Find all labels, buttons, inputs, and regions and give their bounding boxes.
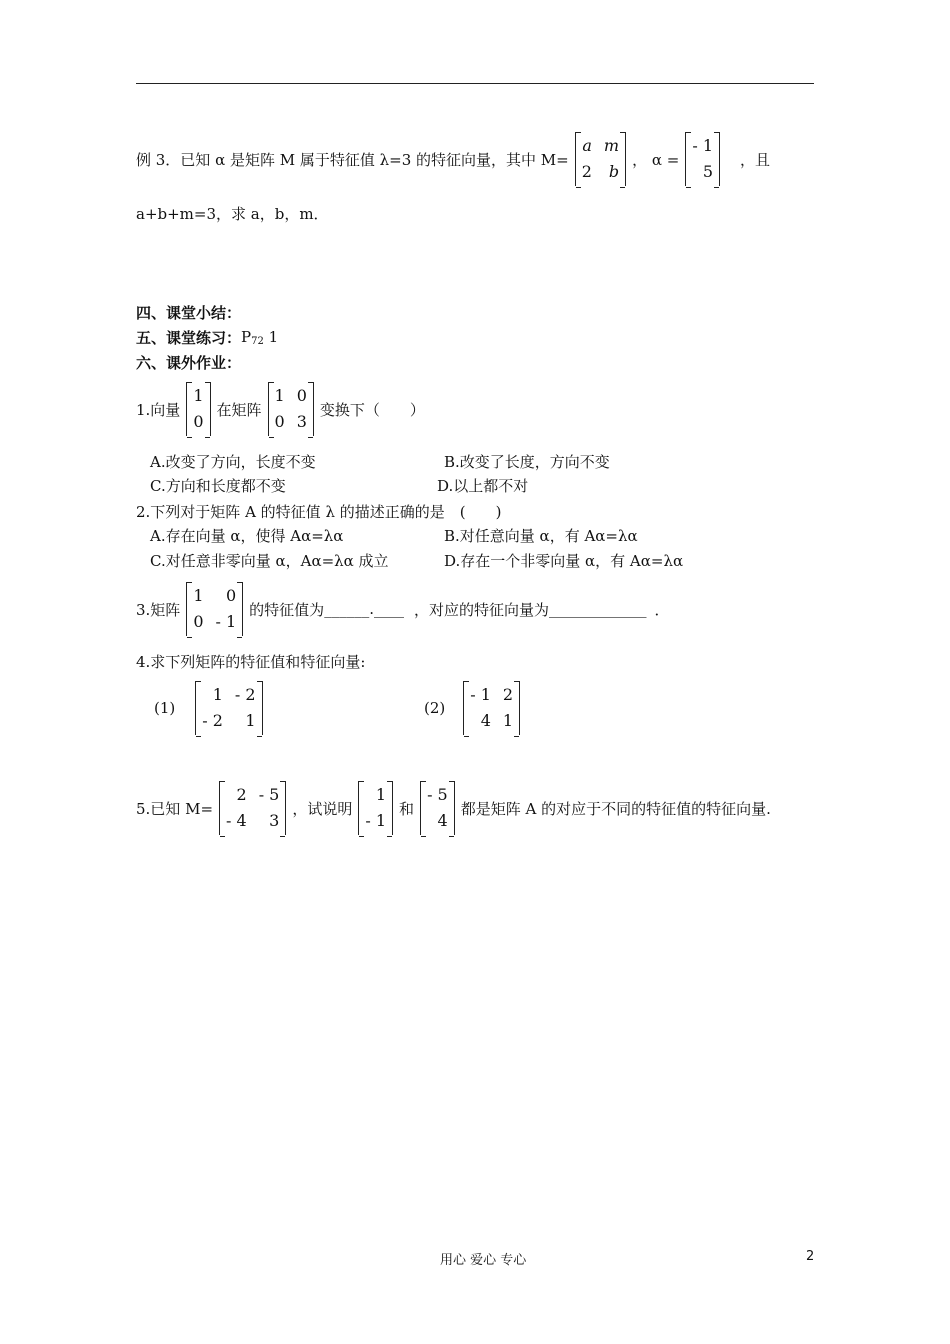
q4-matrix2 xyxy=(463,681,520,735)
q5-vector1 xyxy=(358,781,393,835)
q3-mid: 的特征值为 xyxy=(249,600,325,619)
q2-option-b: B.对任意向量 α，有 Aα=λα xyxy=(444,527,638,545)
q1-option-c: C.方向和长度都不变 xyxy=(150,477,286,495)
q2-option-d: D.存在一个非零向量 α，有 Aα=λα xyxy=(444,552,684,570)
q4-part1 xyxy=(154,681,269,735)
ref-subscript: 72 xyxy=(251,336,264,347)
vector-cell: 0 xyxy=(193,412,204,431)
matrix-cell: 4 xyxy=(480,711,491,730)
vector-cell: 1 xyxy=(193,386,204,405)
q3-line xyxy=(136,582,670,636)
q1-prefix: 1.向量 xyxy=(136,400,181,419)
q1-option-a: A.改变了方向，长度不变 xyxy=(150,453,316,471)
q5-line xyxy=(136,781,771,835)
matrix-cell: 1 xyxy=(245,711,256,730)
example3-suffix: ，且 xyxy=(740,150,771,169)
section6-heading: 六、课外作业： xyxy=(136,354,242,372)
q5-suffix: 都是矩阵 A 的对应于不同的特征值的特征向量. xyxy=(460,799,771,818)
section5-line xyxy=(136,327,278,348)
page-number: 2 xyxy=(806,1249,815,1264)
matrix-cell: - 1 xyxy=(470,685,491,704)
vector-cell: 5 xyxy=(702,162,713,181)
q2-option-a: A.存在向量 α，使得 Aα=λα xyxy=(150,527,344,545)
vector-cell: - 1 xyxy=(365,811,387,830)
matrix-cell: 2 xyxy=(236,785,247,804)
q4-label2: (2) xyxy=(424,699,446,717)
q3-prefix: 3.矩阵 xyxy=(136,600,181,619)
q5-mid: ，试说明 xyxy=(292,799,353,818)
example3-line2: a+b+m=3，求 a，b，m． xyxy=(136,205,329,223)
footer-text: 用心 爱心 专心 xyxy=(440,1253,527,1268)
matrix-cell: 0 xyxy=(225,586,237,605)
matrix-cell: 0 xyxy=(296,386,307,405)
q3-suffix: ． xyxy=(654,600,670,619)
matrix-cell: 0 xyxy=(193,612,204,631)
q3-matrix xyxy=(186,582,243,636)
matrix-cell: 2 xyxy=(581,162,592,181)
q1-suffix: 变换下（ ） xyxy=(319,400,425,419)
q1-option-d: D.以上都不对 xyxy=(437,477,529,495)
matrix-cell: - 4 xyxy=(226,811,247,830)
vector-cell: - 5 xyxy=(427,785,448,804)
matrix-M xyxy=(575,132,626,186)
section5-ref xyxy=(241,328,278,347)
section4-heading: 四、课堂小结： xyxy=(136,304,242,322)
section5-heading: 五、课堂练习： xyxy=(136,329,242,347)
q1-option-b: B.改变了长度，方向不变 xyxy=(444,453,610,471)
matrix-cell: - 2 xyxy=(234,685,256,704)
q2-stem: 2.下列对于矩阵 A 的特征值 λ 的描述正确的是 ( ) xyxy=(136,503,502,521)
q1-line xyxy=(136,382,425,436)
matrix-cell: - 5 xyxy=(258,785,280,804)
matrix-cell: m xyxy=(603,136,620,155)
q1-mid: 在矩阵 xyxy=(216,400,262,419)
header-rule xyxy=(136,83,814,84)
q5-matrix xyxy=(219,781,286,835)
matrix-cell: b xyxy=(608,162,620,181)
matrix-cell: a xyxy=(582,136,592,155)
matrix-cell: 3 xyxy=(269,811,280,830)
vector-cell: - 1 xyxy=(692,136,713,155)
matrix-cell: 1 xyxy=(193,586,204,605)
q3-blank-eigenvector: _____________ xyxy=(548,600,647,618)
matrix-cell: 1 xyxy=(502,711,514,730)
matrix-cell: - 2 xyxy=(202,711,223,730)
q3-mid2: ，对应的特征向量为 xyxy=(413,600,549,619)
q4-matrix1 xyxy=(195,681,262,735)
q5-prefix: 5.已知 M= xyxy=(136,799,214,818)
vector-cell: 1 xyxy=(375,785,387,804)
ref-letter: P xyxy=(241,328,252,346)
q4-label1: (1) xyxy=(154,699,176,717)
example3-mid: ， α = xyxy=(632,150,680,169)
matrix-cell: 3 xyxy=(296,412,307,431)
matrix-cell: 2 xyxy=(502,685,514,704)
matrix-cell: 1 xyxy=(274,386,285,405)
ref-number: 1 xyxy=(263,328,279,346)
q1-vector xyxy=(186,382,210,436)
q2-option-c: C.对任意非零向量 α，Aα=λα 成立 xyxy=(150,552,389,570)
matrix-cell: 1 xyxy=(212,685,223,704)
matrix-cell: 0 xyxy=(274,412,285,431)
q3-blank-eigenvalue: ______.____ xyxy=(324,600,404,618)
matrix-cell: - 1 xyxy=(215,612,237,631)
vector-cell: 4 xyxy=(437,811,448,830)
q4-stem: 4.求下列矩阵的特征值和特征向量: xyxy=(136,653,366,671)
example3-line1 xyxy=(136,132,770,186)
vector-alpha xyxy=(685,132,720,186)
q1-matrix xyxy=(268,382,314,436)
example3-prefix: 例 3．已知 α 是矩阵 M 属于特征值 λ=3 的特征向量，其中 M= xyxy=(136,150,569,169)
q5-vector2 xyxy=(420,781,455,835)
q5-and: 和 xyxy=(399,799,415,818)
q4-part2 xyxy=(424,681,526,735)
